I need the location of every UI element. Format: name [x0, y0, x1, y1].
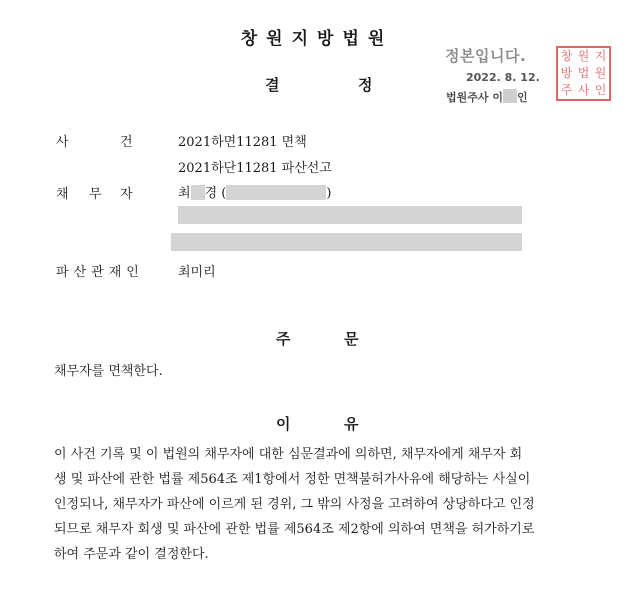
doc-title-char: 정 [358, 76, 373, 94]
court-name-char: 지 [291, 29, 317, 49]
reasons-line: 생 및 파산에 관한 법률 제564조 제1항에서 정한 면책불허가사유에 해당하는 사실이 [54, 472, 531, 487]
debtor-address-redaction [178, 206, 522, 224]
debtor-name-redaction [191, 185, 205, 200]
trustee-label-char: 산 [73, 265, 87, 280]
debtor-address-redaction-2 [171, 233, 522, 251]
reasons-line: 되므로 채무자 회생 및 파산에 관한 법률 제564조 제2항에 의하여 면책을 허가하기로 [54, 522, 535, 537]
order-text: 채무자를 면책한다. [54, 364, 163, 379]
debtor-id-redaction [226, 185, 326, 200]
trustee-label-char: 관 [91, 265, 104, 280]
trustee-label-char: 재 [108, 265, 122, 280]
debtor-name [178, 182, 331, 201]
debtor-label-char: 자 [120, 187, 133, 202]
court-name [0, 24, 634, 49]
clerk-name-prefix: 법원주사 이 [446, 91, 503, 104]
court-name-char: 창 [240, 29, 267, 49]
certification-date: 2022. 8. 12. [466, 71, 540, 84]
case-number-bankruptcy: 2021하단11281 파산선고 [178, 161, 332, 176]
trustee-label-char: 파 [56, 265, 69, 280]
court-seal: 창 원 지 방 법 원 주 사 인 [556, 46, 611, 101]
clerk-name [446, 89, 528, 105]
doc-title-char: 결 [265, 76, 280, 94]
clerk-name-suffix: 인 [516, 91, 528, 104]
case-label-char: 건 [120, 135, 133, 150]
court-name-char: 법 [342, 29, 368, 49]
debtor-label-char: 채 [56, 187, 69, 202]
court-name-char: 방 [317, 29, 343, 49]
trustee-label [56, 261, 139, 280]
reasons-line: 이 사건 기록 및 이 법원의 채무자에 대한 심문결과에 의하면, 채무자에게 채무자 회 [54, 447, 523, 462]
case-label-char: 사 [56, 135, 69, 150]
reasons-line: 인정되나, 채무자가 파산에 이르게 된 경위, 그 밖의 사정을 고려하여 상당하다고 인정 [54, 497, 535, 512]
reasons-heading-char: 이 [276, 415, 291, 433]
reasons-paragraph [54, 442, 594, 567]
reasons-line: 하여 주문과 같이 결정한다. [54, 547, 209, 562]
debtor-name-close: ) [326, 186, 332, 201]
order-heading-char: 주 [276, 330, 291, 348]
debtor-name-suffix: 경 ( [204, 186, 227, 201]
debtor-label-char: 무 [89, 187, 102, 202]
trustee-name: 최미리 [178, 265, 216, 280]
debtor-name-prefix: 최 [178, 186, 191, 201]
order-heading-char: 문 [344, 330, 359, 348]
court-name-char: 원 [266, 29, 292, 49]
clerk-name-redaction [503, 89, 517, 103]
trustee-label-char: 인 [126, 265, 139, 280]
court-name-char: 원 [367, 29, 394, 49]
certified-copy-stamp: 정본입니다. [445, 47, 527, 65]
case-number-exemption: 2021하면11281 면책 [178, 135, 307, 150]
reasons-heading-char: 유 [344, 415, 359, 433]
